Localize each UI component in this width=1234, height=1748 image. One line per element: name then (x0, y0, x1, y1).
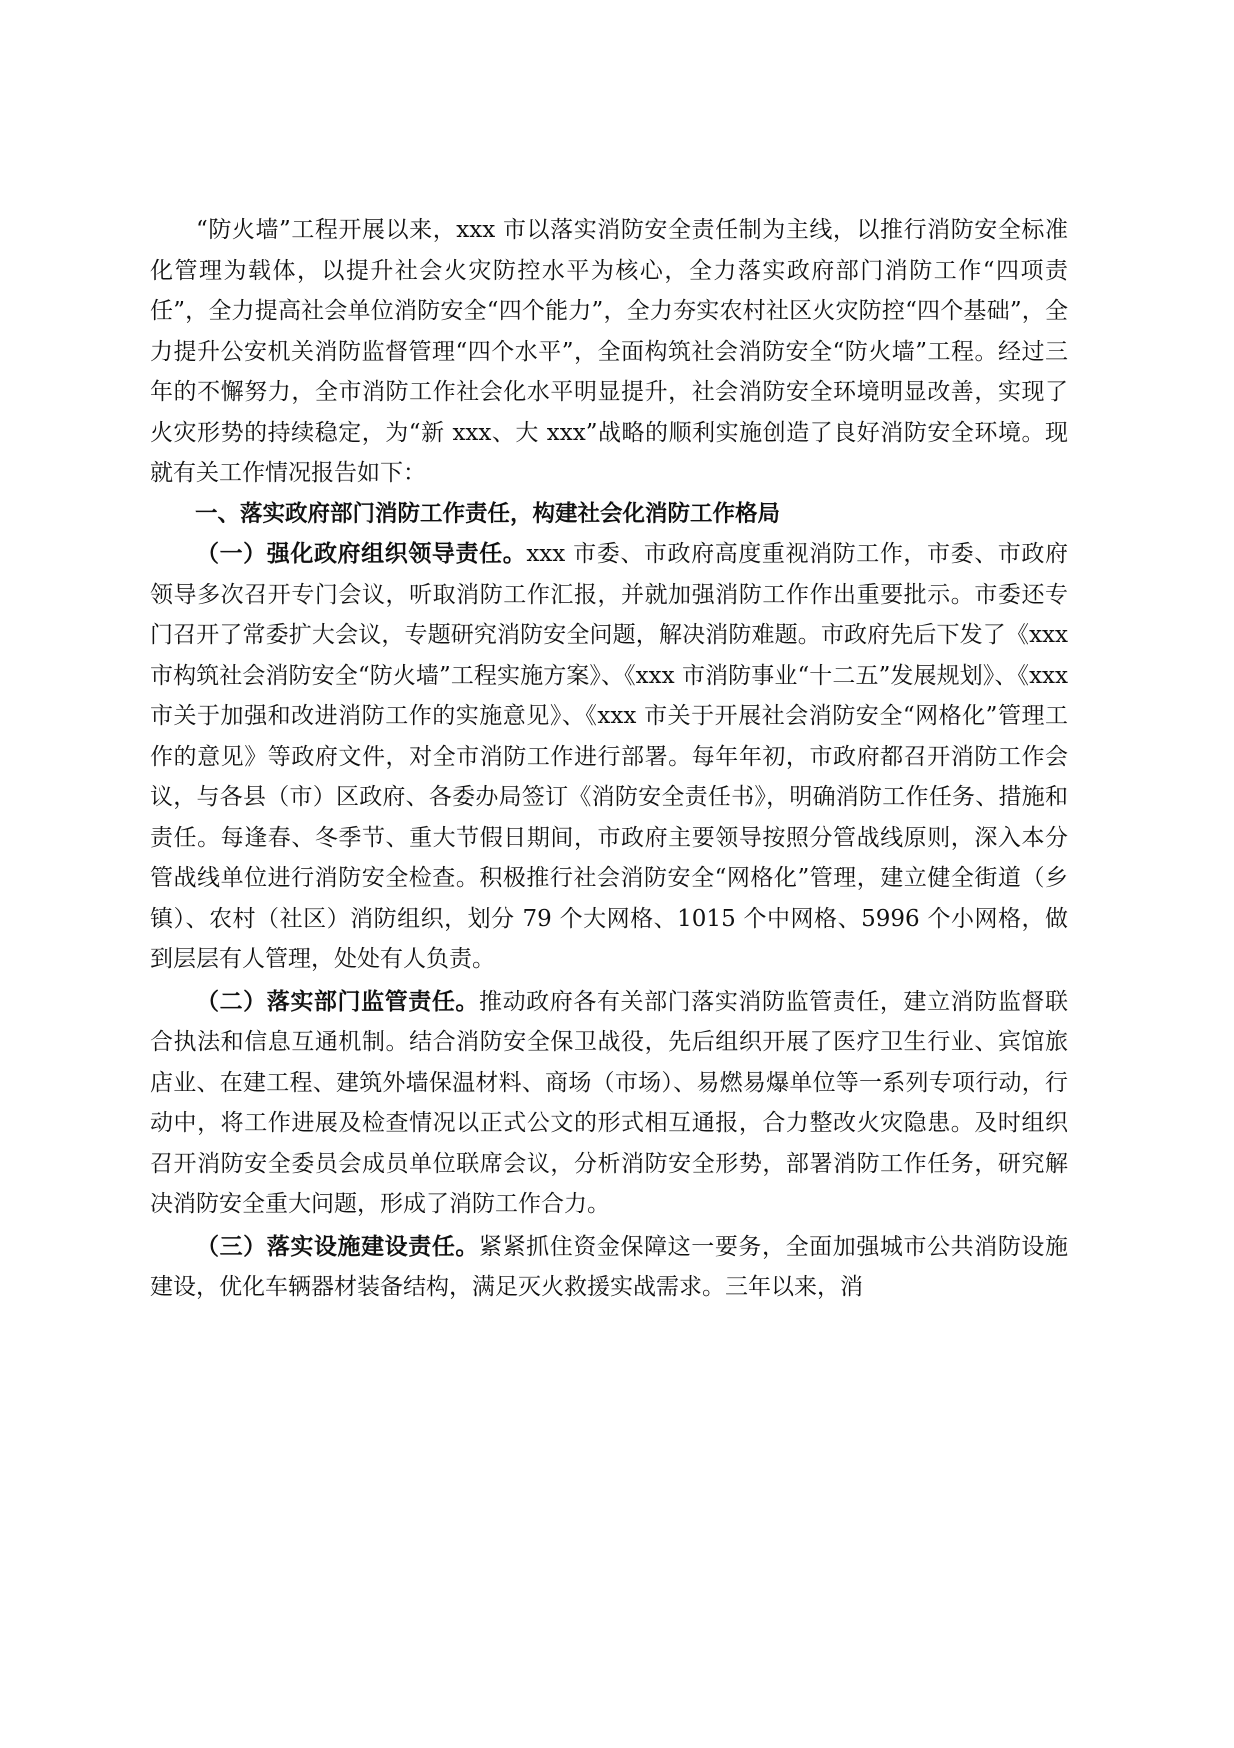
item-2-paragraph (150, 982, 1068, 1225)
item-2-body: 推动政府各有关部门落实消防监管责任，建立消防监督联合执法和信息互通机制。结合消防安全保卫战役，先后组织开展了医疗卫生行业、宾馆旅店业、在建工程、建筑外墙保温材料、商场（市场）、易燃易爆单位等一系列专项行动，行动中，将工作进展及检查情况以正式公文的形式相互通报，合力整改火灾隐患。及时组织召开消防安全委员会成员单位联席会议，分析消防安全形势，部署消防工作任务，研究解决消防安全重大问题，形成了消防工作合力。 (150, 988, 1069, 1217)
item-3-body: 紧紧抓住资金保障这一要务，全面加强城市公共消防设施建设，优化车辆器材装备结构，满足灭火救援实战需求。三年以来，消 (150, 1233, 1069, 1300)
item-3-paragraph (150, 1227, 1068, 1308)
item-1-paragraph (150, 534, 1068, 980)
item-2-title: （二）落实部门监管责任。 (196, 988, 479, 1015)
item-1-body: xxx 市委、市政府高度重视消防工作，市委、市政府领导多次召开专门会议，听取消防工作汇报，并就加强消防工作作出重要批示。市委还专门召开了常委扩大会议，专题研究消防安全问题，解决消防难题。市政府先后下发了《xxx 市构筑社会消防安全“防火墙”工程实施方案》、《xxx 市消防事业“十二五”发展规划》、《xxx 市关于加强和改进消防工作的实施意见》、《xxx 市关于开展社会消防安全“网格化”管理工作的意见》等政府文件，对全市消防工作进行部署。每年年初，市政府都召开消防工作会议，与各县（市）区政府、各委办局签订《消防安全责任书》，明确消防工作任务、措施和责任。每逢春、冬季节、重大节假日期间，市政府主要领导按照分管战线原则，深入本分管战线单位进行消防安全检查。积极推行社会消防安全“网格化”管理，建立健全街道（乡镇）、农村（社区）消防组织，划分 79 个大网格、1015 个中网格、5996 个小网格，做到层层有人管理，处处有人负责。 (150, 541, 1068, 972)
intro-paragraph: “防火墙”工程开展以来，xxx 市以落实消防安全责任制为主线，以推行消防安全标准化管理为载体，以提升社会火灾防控水平为核心，全力落实政府部门消防工作“四项责任”，全力提高社会单位消防安全“四个能力”，全力夯实农村社区火灾防控“四个基础”，全力提升公安机关消防监督管理“四个水平”，全面构筑社会消防安全“防火墙”工程。经过三年的不懈努力，全市消防工作社会化水平明显提升，社会消防安全环境明显改善，实现了火灾形势的持续稳定，为“新 xxx、大 xxx”战略的顺利实施创造了良好消防安全环境。现就有关工作情况报告如下： (150, 217, 1068, 486)
item-1-title: （一）强化政府组织领导责任。 (196, 541, 527, 567)
item-3-title: （三）落实设施建设责任。 (196, 1233, 479, 1260)
document-page (150, 210, 1068, 1308)
section-heading: 一、落实政府部门消防工作责任，构建社会化消防工作格局 (195, 500, 781, 527)
